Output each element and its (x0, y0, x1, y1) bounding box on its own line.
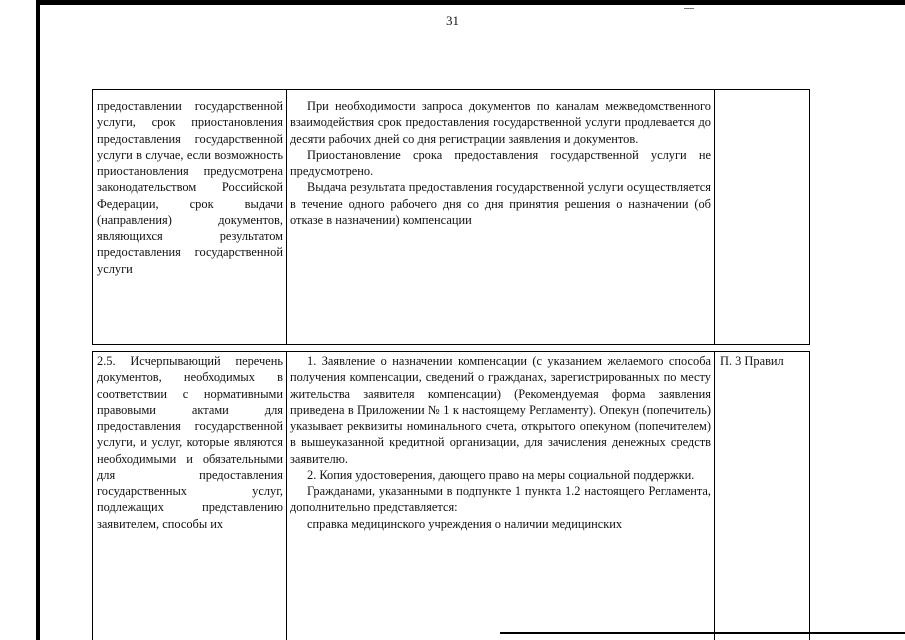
table-border-top (92, 89, 810, 90)
row2-label-text: 2.5. Исчерпывающий перечень документов, необходимых в соответствии с нормативными правовыми актами для предоставления государственной услуги, и услуг, которые являются необходимыми и обязательными для предоставления государственных услуг, подлежащих представлению заявителем, способы их (97, 354, 283, 531)
row2-reference-cell (720, 353, 806, 369)
column-divider (286, 89, 287, 344)
scan-edge-top (36, 0, 905, 5)
row2-reference: П. 3 Правил (720, 354, 784, 368)
paragraph: 1. Заявление о назначении компенсации (с указанием желаемого способа получения компенсации, сведений о гражданах, зарегистрированных по месту жительства заявителя компенсации) (Рекомендуемая форма заявления приведена в Приложении № 1 к настоящему Регламенту). Опекун (попечитель) указывает реквизиты номинального счета, открытого опекуном (попечителем) в вышеуказанной кредитной организации, для зачисления денежных средств заявителю. (290, 354, 711, 466)
table-border-right (809, 89, 810, 344)
scan-edge-left (36, 0, 40, 640)
page-number: 31 (446, 13, 459, 28)
paragraph: 2. Копия удостоверения, дающего право на меры социальной поддержки. (307, 467, 695, 482)
row1-label-cell (97, 98, 283, 277)
scan-artifact (684, 8, 694, 9)
column-divider (286, 351, 287, 640)
paragraph: Приостановление срока предоставления государственной услуги не предусмотрено. (290, 147, 711, 178)
column-divider (714, 89, 715, 344)
row2-content-cell (290, 353, 711, 532)
row1-content-cell (290, 98, 711, 228)
row-divider (92, 344, 810, 345)
table-border-right (809, 351, 810, 640)
table-border-left (92, 89, 93, 344)
column-divider (714, 351, 715, 640)
paragraph: При необходимости запроса документов по каналам межведомственного взаимодействия срок предоставления государственной услуги продлевается до десяти рабочих дней со дня регистрации заявления и документов. (290, 99, 711, 146)
paragraph: Выдача результата предоставления государственной услуги осуществляется в течение одного рабочего дня со дня принятия решения о назначении (об отказе в назначении) компенсации (290, 180, 711, 227)
paragraph: справка медицинского учреждения о наличии медицинских (307, 516, 623, 531)
row2-label-cell (97, 353, 283, 532)
row1-label-text: предоставлении государственной услуги, срок приостановления предоставления государственной услуги в случае, если возможность приостановления предусмотрена законодательством Российской Федерации, срок выдачи (направления) документов, являющихся результатом предоставления государственной услуги (97, 99, 283, 276)
table-border-left (92, 351, 93, 640)
paragraph: Гражданами, указанными в подпункте 1 пункта 1.2 настоящего Регламента, дополнительно представляется: (290, 484, 711, 515)
row-divider (92, 351, 810, 352)
document-table (92, 89, 810, 640)
